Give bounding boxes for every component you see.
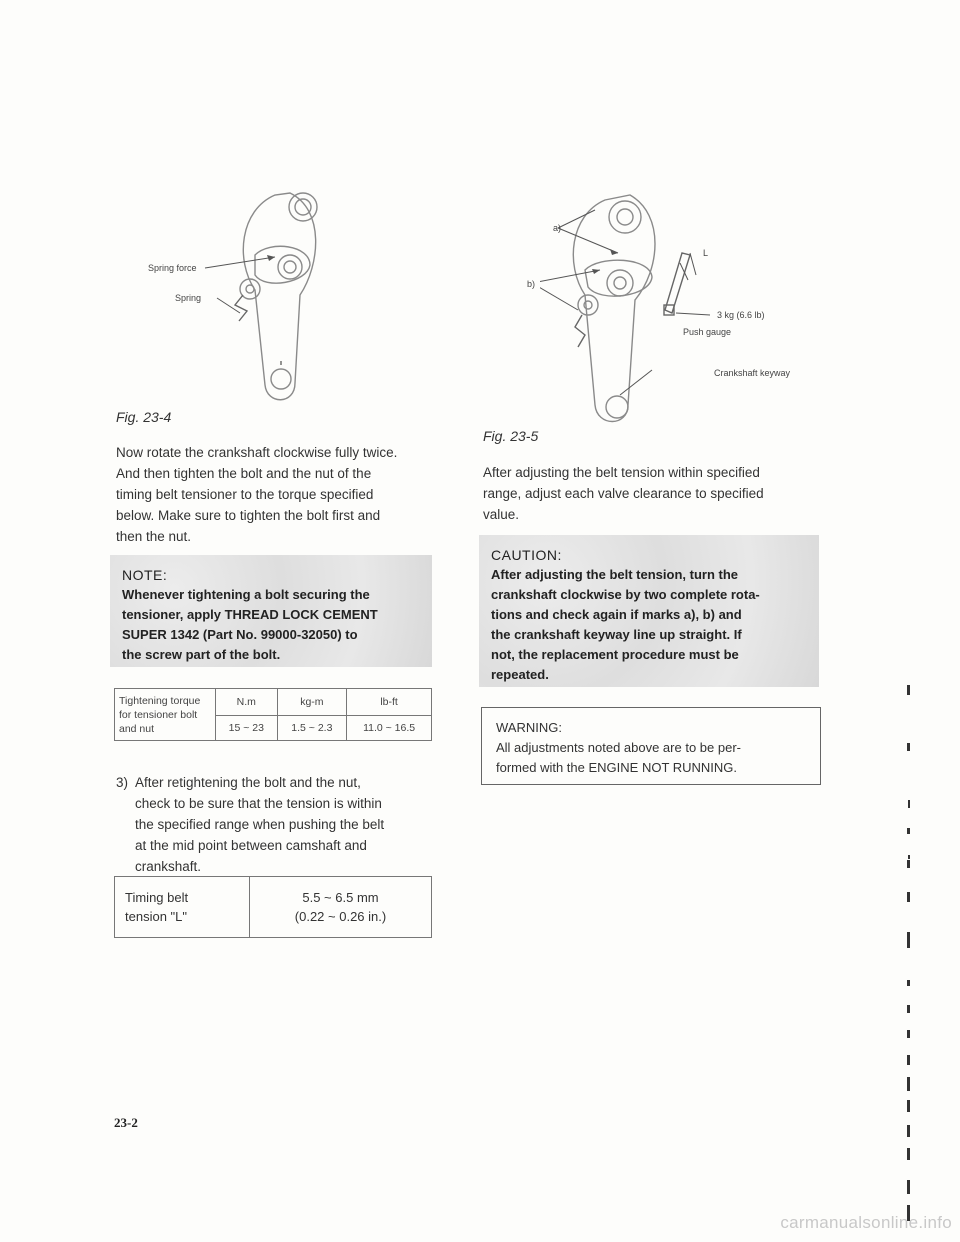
text-line: not, the replacement procedure must be <box>491 647 739 662</box>
edge-mark <box>907 860 910 868</box>
torque-value-kgm: 1.5 ~ 2.3 <box>277 716 347 741</box>
edge-mark <box>907 1005 910 1013</box>
text-line: value. <box>483 507 520 522</box>
edge-mark <box>907 980 910 986</box>
edge-mark <box>907 932 910 948</box>
torque-table <box>114 688 432 741</box>
edge-mark <box>907 1055 910 1065</box>
text-line: range, adjust each valve clearance to specified <box>483 486 764 501</box>
text-line: tions and check again if marks a), b) and <box>491 607 742 622</box>
note-title: NOTE: <box>122 567 168 583</box>
warning-title: WARNING: <box>496 720 562 735</box>
left-intro-paragraph <box>116 442 436 547</box>
fig5-caption: Fig. 23-5 <box>483 428 539 444</box>
text-line: the screw part of the bolt. <box>122 647 281 662</box>
text-line: After adjusting the belt tension within specified <box>483 465 760 480</box>
caution-box <box>479 535 819 687</box>
edge-mark <box>908 855 910 859</box>
step-3 <box>116 772 436 877</box>
edge-mark <box>908 800 910 808</box>
figure-23-4-diagram <box>195 165 370 410</box>
text-line: check to be sure that the tension is within <box>135 796 382 811</box>
watermark: carmanualsonline.info <box>780 1213 952 1232</box>
text-line: Whenever tightening a bolt securing the <box>122 587 370 602</box>
fig5-label-keyway: Crankshaft keyway <box>714 368 791 378</box>
belt-label-line: Timing belt <box>125 890 189 905</box>
fig5-label-push-gauge: Push gauge <box>683 327 732 337</box>
text-line: then the nut. <box>116 529 192 544</box>
step-number: 3) <box>116 775 129 790</box>
edge-mark <box>907 1148 910 1160</box>
torque-label-line: for tensioner bolt <box>119 708 198 721</box>
fig5-label-weight: 3 kg (6.6 lb) <box>717 310 765 320</box>
text-line: After retightening the bolt and the nut, <box>135 775 361 790</box>
belt-label-cell <box>115 877 250 938</box>
edge-mark <box>907 1077 910 1091</box>
edge-mark <box>907 743 910 751</box>
edge-mark <box>907 1125 910 1137</box>
torque-label-line: Tightening torque <box>119 694 201 707</box>
caution-body <box>491 565 807 685</box>
figure-23-5-diagram <box>540 165 800 435</box>
edge-mark <box>907 1030 910 1038</box>
torque-header-lbft: lb-ft <box>347 689 432 716</box>
step-text <box>135 772 436 877</box>
belt-tension-table <box>114 876 432 938</box>
fig5-label-b: b) <box>527 279 536 289</box>
edge-mark <box>907 1180 910 1194</box>
text-line: below. Make sure to tighten the bolt first and <box>116 508 381 523</box>
belt-label-line: tension "L" <box>125 909 187 924</box>
text-line: formed with the ENGINE NOT RUNNING. <box>496 760 738 775</box>
torque-value-lbft: 11.0 ~ 16.5 <box>347 716 432 741</box>
fig5-label-a: a) <box>553 223 562 233</box>
text-line: Now rotate the crankshaft clockwise fully twice. <box>116 445 398 460</box>
text-line: After adjusting the belt tension, turn the <box>491 567 738 582</box>
edge-mark <box>907 892 910 902</box>
fig4-label-spring-force: Spring force <box>148 263 197 273</box>
text-line: the crankshaft keyway line up straight. If <box>491 627 742 642</box>
right-intro-paragraph <box>483 462 823 525</box>
text-line: SUPER 1342 (Part No. 99000-32050) to <box>122 627 358 642</box>
torque-value-nm: 15 ~ 23 <box>216 716 278 741</box>
torque-label-line: and nut <box>119 722 155 735</box>
text-line: And then tighten the bolt and the nut of the <box>116 466 372 481</box>
torque-header-kgm: kg-m <box>277 689 347 716</box>
edge-mark <box>907 1100 910 1112</box>
edge-mark <box>907 828 910 834</box>
belt-value-cell <box>250 877 432 938</box>
torque-label-cell <box>115 689 216 741</box>
text-line: All adjustments noted above are to be per- <box>496 740 741 755</box>
caution-title: CAUTION: <box>491 547 562 563</box>
text-line: crankshaft clockwise by two complete rota- <box>491 587 760 602</box>
note-body <box>122 585 420 665</box>
text-line: repeated. <box>491 667 549 682</box>
page-number: 23-2 <box>114 1115 138 1130</box>
fig5-label-l: L <box>703 248 709 258</box>
text-line: at the mid point between camshaft and <box>135 838 367 853</box>
text-line: tensioner, apply THREAD LOCK CEMENT <box>122 607 378 622</box>
belt-value-line: (0.22 ~ 0.26 in.) <box>294 909 387 924</box>
text-line: the specified range when pushing the belt <box>135 817 385 832</box>
text-line: crankshaft. <box>135 859 202 874</box>
warning-box <box>481 707 821 785</box>
note-box <box>110 555 432 667</box>
torque-header-nm: N.m <box>216 689 278 716</box>
fig4-caption: Fig. 23-4 <box>116 409 172 425</box>
fig4-label-spring: Spring <box>175 293 202 303</box>
edge-mark <box>907 685 910 695</box>
text-line: timing belt tensioner to the torque specified <box>116 487 374 502</box>
belt-value-line: 5.5 ~ 6.5 mm <box>302 890 379 905</box>
